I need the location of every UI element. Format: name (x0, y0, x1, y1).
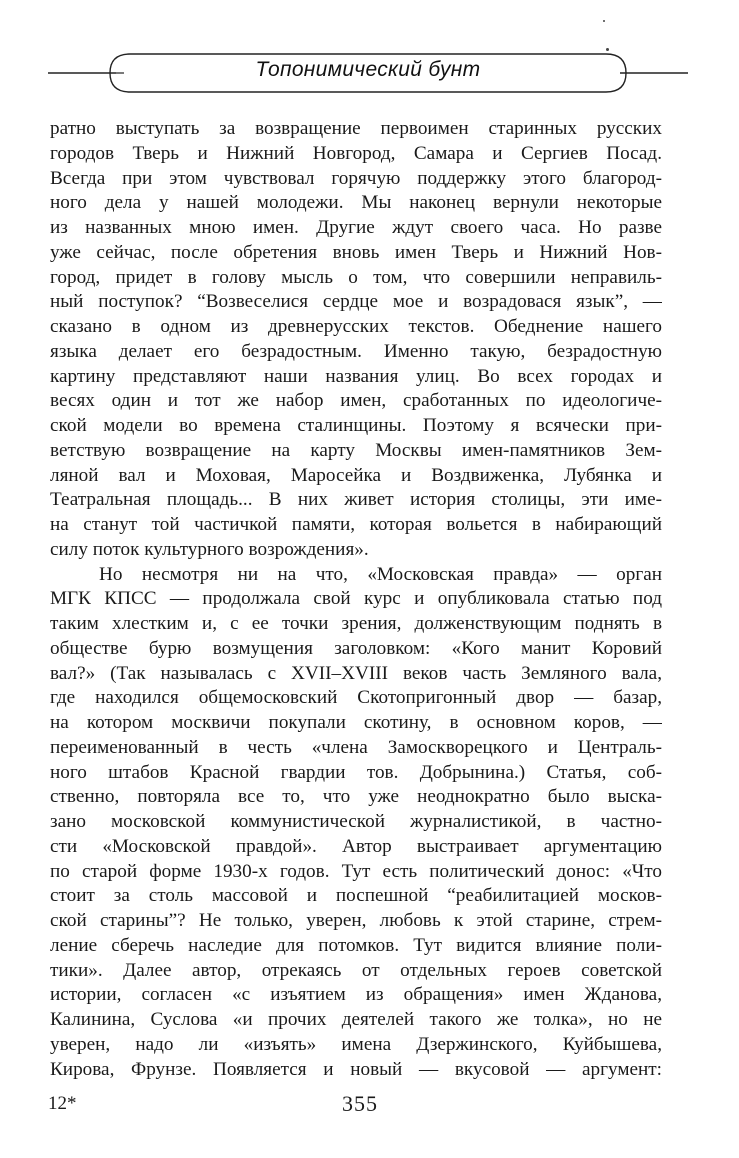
text-line: ственно, повторяла все то, что уже неоднократно было выска- (50, 786, 662, 808)
text-line: картину представляют наши названия улиц. Во всех городах и (50, 365, 662, 387)
text-line: сти «Московской правдой». Автор выстраивает аргументацию (50, 835, 662, 857)
text-line: Всегда при этом чувствовал горячую поддержку этого благород- (50, 167, 662, 189)
text-line: стоит за столь массовой и поспешной “реабилитацией москов- (50, 885, 662, 907)
page-body-text (50, 117, 662, 1082)
text-line: уже сейчас, после обретения вновь имен Тверь и Нижний Нов- (50, 241, 662, 263)
text-line: ляной вал и Моховая, Маросейка и Воздвиженка, Лубянка и (50, 464, 662, 486)
text-line: вал?» (Так называлась с XVII–XVIII веков часть Земляного вала, (50, 662, 662, 684)
printer-signature-mark: 12* (48, 1093, 77, 1114)
paragraph-end-line: силу поток культурного возрождения». (50, 538, 369, 560)
text-line: по старой форме 1930-х годов. Тут есть политический донос: «Что (50, 860, 662, 882)
text-line: ской старины”? Не только, уверен, любовь к этой старине, стрем- (50, 910, 662, 931)
header-title: Топонимический бунт (255, 58, 481, 81)
text-line: ного штабов Красной гвардии тов. Добрынина.) Статья, соб- (50, 761, 662, 783)
text-line: уверен, надо ли «изъять» имена Дзержинского, Куйбышева, (50, 1033, 662, 1055)
text-line: на станут той частичкой памяти, которая вольется в набирающий (50, 514, 662, 535)
text-line: из названных мною имен. Другие ждут своего часа. Но разве (50, 217, 662, 238)
text-line: городов Тверь и Нижний Новгород, Самара и Сергиев Посад. (50, 142, 662, 164)
text-line: ление сберечь наследие для потомков. Тут видится влияние поли- (50, 934, 662, 956)
text-line: языка делает его безрадостным. Именно такую, безрадостную (50, 340, 662, 362)
text-line: ветствую возвращение на карту Москвы имен-памятников Зем- (50, 439, 662, 461)
text-line: Кирова, Фрунзе. Появляется и новый — вкусовой — аргумент: (50, 1058, 662, 1080)
text-line: где находился общемосковский Скотопригонный двор — базар, (50, 687, 662, 709)
text-line: зано московской коммунистической журналистикой, в частно- (50, 811, 662, 832)
text-line: таким хлестким и, с ее точки зрения, долженствующим поднять в (50, 613, 662, 634)
text-line: ного дела у нашей молодежи. Мы наконец вернули некоторые (50, 192, 662, 214)
text-line: город, придет в голову мысль о том, что совершили неправиль- (50, 266, 662, 288)
text-line: сказано в одном из древнерусских текстов. Обеднение нашего (50, 316, 662, 337)
print-speck (603, 20, 605, 22)
page-number: 355 (342, 1091, 378, 1116)
print-speck (606, 48, 609, 51)
text-line: МГК КПСС — продолжала свой курс и опубликовала статью под (50, 588, 662, 610)
text-line: тики». Далее автор, отрекаясь от отдельных героев советской (50, 959, 662, 981)
paragraph-start-line: Но несмотря ни на что, «Московская правда» — орган (99, 563, 662, 585)
text-line: Театральная площадь... В них живет история столицы, эти име- (50, 489, 662, 511)
text-line: весях один и тот же набор имен, сработанных по идеологиче- (50, 390, 662, 412)
text-line: обществе бурю возмущения заголовком: «Кого манит Коровий (50, 637, 662, 659)
text-line: переименованный в честь «члена Замоскворецкого и Централь- (50, 736, 662, 758)
running-header (48, 48, 688, 100)
text-line: на котором москвичи покупали скотину, в основном коров, — (50, 712, 662, 733)
text-line: истории, согласен «с изъятием из обращения» имен Жданова, (50, 984, 662, 1006)
text-line: Калинина, Суслова «и прочих деятелей такого же толка», но не (50, 1009, 662, 1030)
text-line: ской модели во времена сталинщины. Поэтому я всячески при- (50, 415, 662, 436)
text-line: ный поступок? “Возвеселися сердце мое и возрадовася язык”, — (50, 291, 662, 313)
text-line: ратно выступать за возвращение первоимен старинных русских (50, 118, 662, 139)
